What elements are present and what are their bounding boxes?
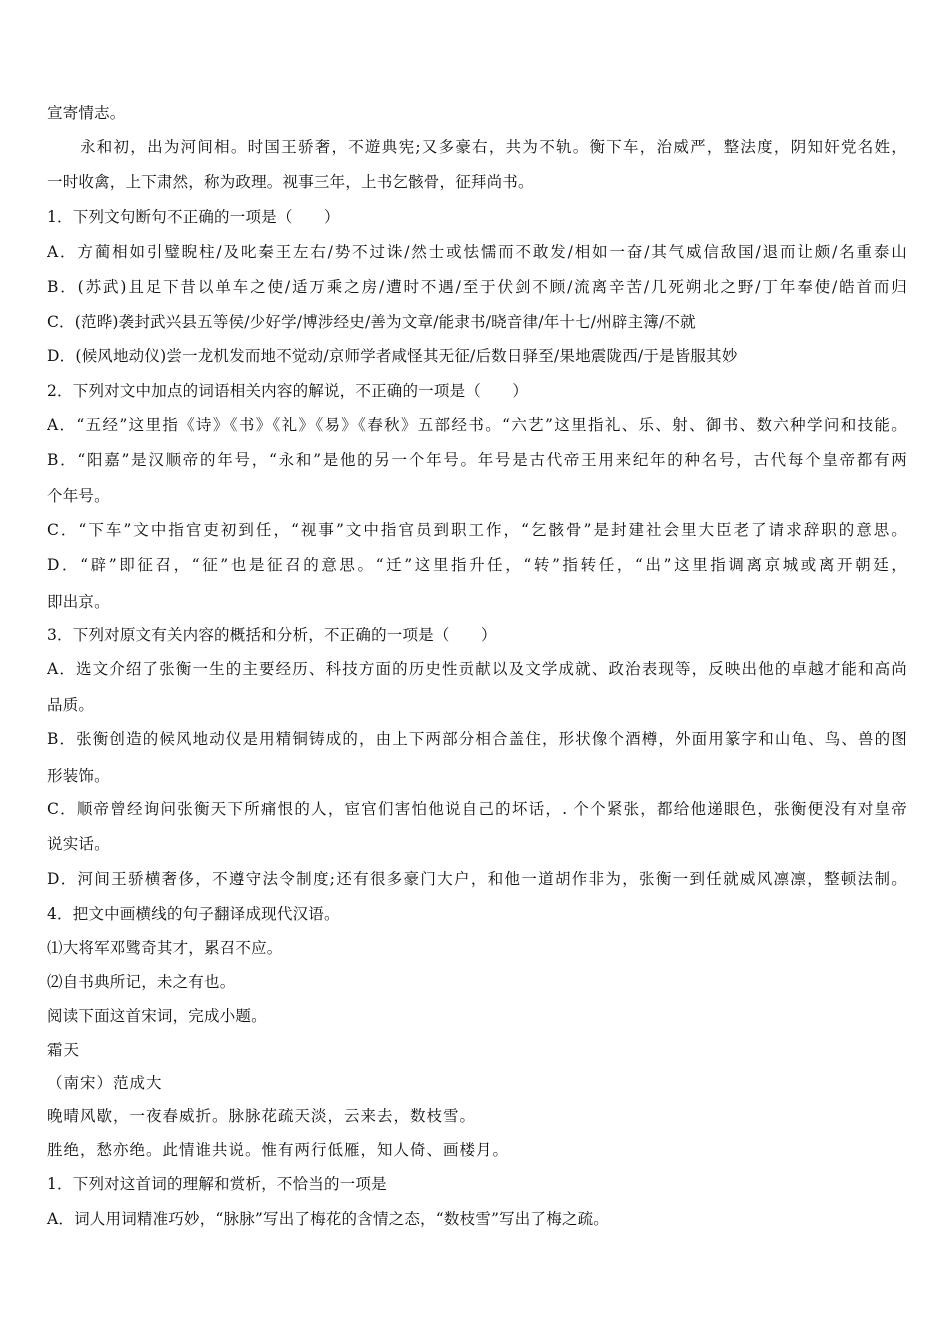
option-c: C．顺帝曾经询问张衡天下所痛恨的人，宦官们害怕他说自己的坏话，. 个个紧张，都给他递眼色，张衡便没有对皇帝 [47,800,907,818]
reading-instruction: 阅读下面这首宋词，完成小题。 [47,1007,267,1025]
option-b: B．“阳嘉”是汉顺帝的年号，“永和”是他的另一个年号。年号是古代帝王用来纪年的种名号，古代每个皇帝都有两 [47,451,907,469]
text-line: 一时收禽，上下肃然，称为政理。视事三年，上书乞骸骨，征拜尚书。 [47,173,534,191]
question-3: 3．下列对原文有关内容的概括和分析，不正确的一项是（ ） [47,626,497,644]
translation-item-1: ⑴大将军邓骘奇其才，累召不应。 [47,939,283,957]
option-b-cont: 形装饰。 [47,767,110,785]
option-a: A．“五经”这里指《诗》《书》《礼》《易》《春秋》五部经书。“六艺”这里指礼、乐、射、御书、数六种学问和技能。 [47,416,907,434]
question-2: 2．下列对文中加点的词语相关内容的解说，不正确的一项是（ ） [47,382,529,400]
option-a: A．方蔺相如引璧睨柱/及叱秦王左右/势不过诛/然士或怯懦而不敢发/相如一奋/其气威信敌国/退而让颇/名重泰山 [47,243,907,261]
question-1: 1．下列文句断句不正确的一项是（ ） [47,208,340,226]
option-b-cont: 个年号。 [47,487,110,505]
option-b: B．张衡创造的候风地动仪是用精铜铸成的，由上下两部分相合盖住，形状像个酒樽，外面用篆字和山龟、鸟、兽的图 [47,730,907,748]
option-c-cont: 说实话。 [47,835,110,853]
option-d: D．“辟”即征召，“征”也是征召的意思。“迁”这里指升任，“转”指转任，“出”这里指调离京城或离开朝廷， [47,556,907,574]
option-d-cont: 即出京。 [47,593,110,611]
option-c: C．“下车”文中指官吏初到任，“视事”文中指官员到职工作，“乞骸骨”是封建社会里大臣老了请求辞职的意思。 [47,521,907,539]
poem-line: 晚晴风歇，一夜春威折。脉脉花疏天淡，云来去，数枝雪。 [47,1107,477,1125]
text-line: 宣寄情志。 [47,104,126,122]
poem-title: 霜天 [47,1041,81,1059]
text-line: 永和初，出为河间相。时国王骄奢，不遊典宪;又多豪右，共为不轨。衡下车，治威严，整法度，阴知奸党名姓， [80,138,907,156]
option-a-cont: 品质。 [47,696,95,714]
question-4: 4．把文中画横线的句子翻译成现代汉语。 [47,905,340,923]
option-a: A．选文介绍了张衡一生的主要经历、科技方面的历史性贡献以及文学成就、政治表现等，反映出他的卓越才能和高尚 [47,660,907,678]
option-d: D．河间王骄横奢侈，不遵守法令制度;还有很多豪门大户，和他一道胡作非为，张衡一到任就威风凛凛，整顿法制。 [47,870,907,888]
poem-author: （南宋）范成大 [47,1074,163,1092]
translation-item-2: ⑵自书典所记，未之有也。 [47,973,236,991]
option-a: A．词人用词精准巧妙，“脉脉”写出了梅花的含情之态，“数枝雪”写出了梅之疏。 [47,1210,609,1228]
option-d: D．(候风地动仪)尝一龙机发而地不觉动/京师学者咸怪其无征/后数日驿至/果地震陇西/于是皆服其妙 [47,347,738,365]
option-b: B．(苏武)且足下昔以单车之使/适万乘之房/遭时不遇/至于伏剑不顾/流离辛苦/几死朔北之野/丁年奉使/皓首而归 [47,278,907,296]
option-c: C．(范晔)袭封武兴县五等侯/少好学/博涉经史/善为文章/能隶书/晓音律/年十七/州辟主簿/不就 [47,313,696,331]
question-poem-1: 1．下列对这首词的理解和赏析，不恰当的一项是 [47,1175,387,1193]
poem-line: 胜绝，愁亦绝。此情谁共说。惟有两行低雁，知人倚、画楼月。 [47,1141,510,1159]
